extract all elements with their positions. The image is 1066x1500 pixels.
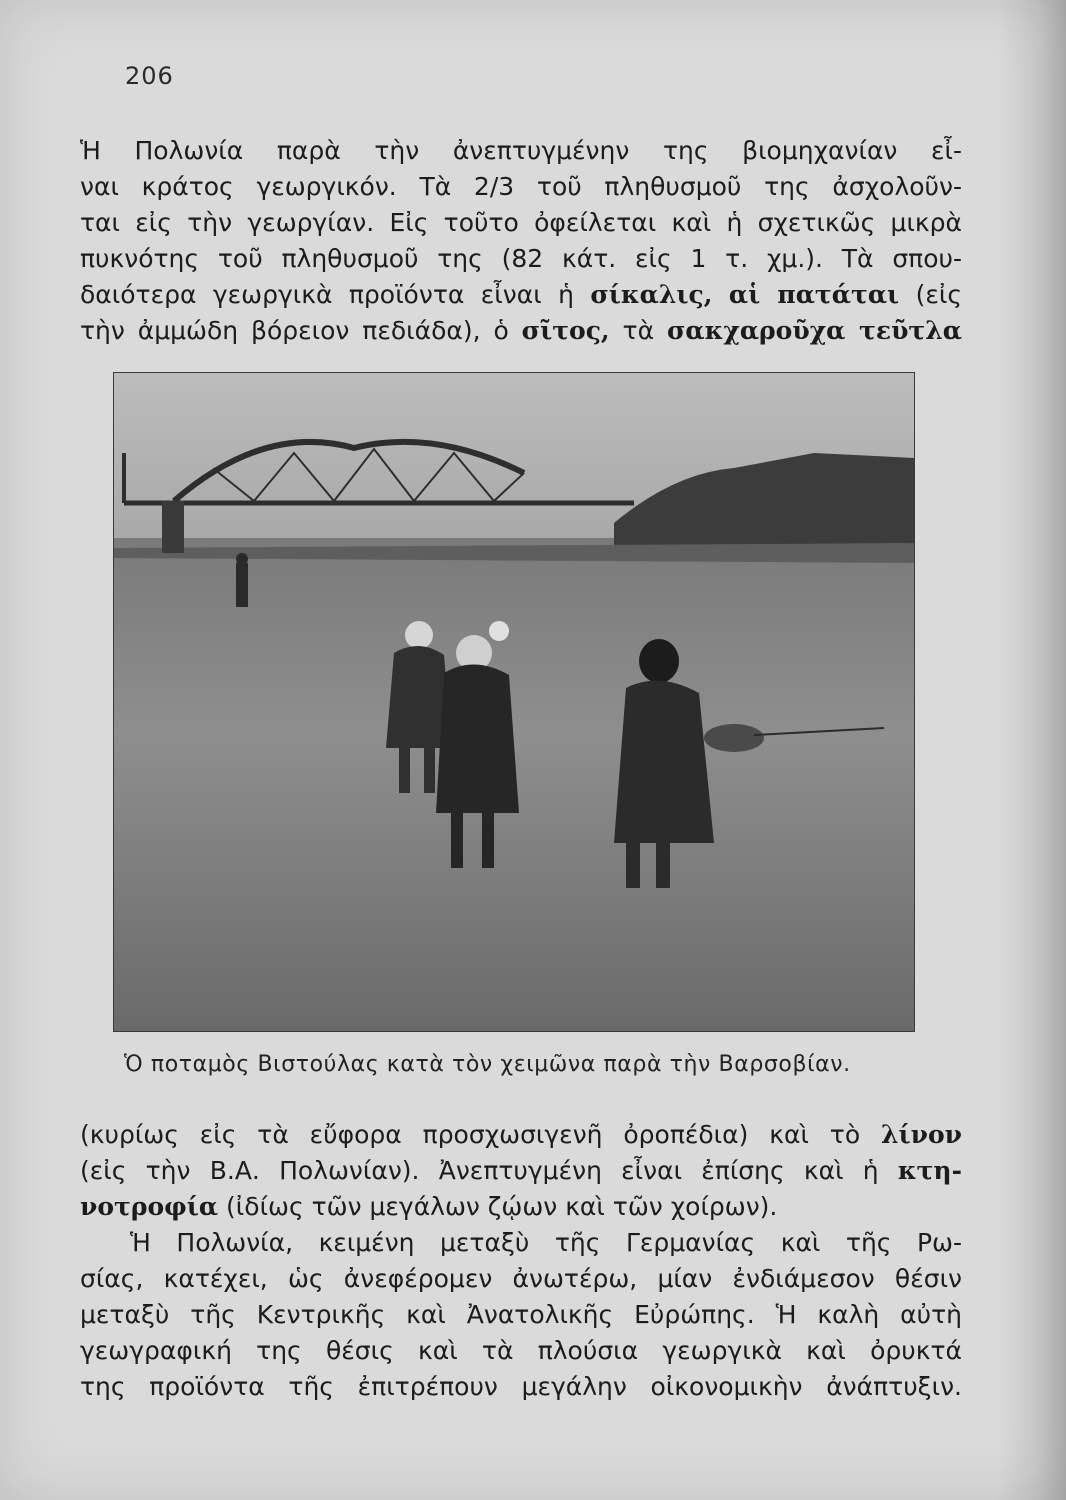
emphasis-term: κτη-	[897, 1156, 962, 1185]
text-line: γεωγραφική της θέσις καὶ τὰ πλούσια γεωργικὰ καὶ ὀρυκτά	[80, 1336, 962, 1365]
text-line: (εἰς τὴν Β.Α. Πολωνίαν). Ἀνεπτυγμένη εἶναι ἐπίσης καὶ ἡ κτη-	[80, 1156, 962, 1185]
child-distant	[236, 553, 248, 607]
emphasis-term: αἱ πατάται	[728, 280, 900, 309]
text-line: μεταξὺ τῆς Κεντρικῆς καὶ Ἀνατολικῆς Εὐρώπης. Ἡ καλὴ αὐτὴ	[80, 1300, 962, 1329]
text-line: της προϊόντα τῆς ἐπιτρέπουν μεγάλην οἰκονομικὴν ἀνάπτυξιν.	[80, 1372, 962, 1401]
text-line: νοτροφία (ἰδίως τῶν μεγάλων ζῴων καὶ τῶν χοίρων).	[80, 1192, 778, 1221]
text-line: τὴν ἀμμώδη βόρειον πεδιάδα), ὁ σῖτος, τὰ σακχαροῦχα τεῦτλα	[80, 316, 962, 345]
text-line: δαιότερα γεωργικὰ προϊόντα εἶναι ἡ σίκαλις, αἱ πατάται (εἰς	[80, 280, 962, 309]
text-line: ναι κράτος γεωργικόν. Τὰ 2/3 τοῦ πληθυσμοῦ της ἀσχολοῦν-	[80, 172, 962, 201]
emphasis-term: σῖτος,	[521, 316, 610, 345]
text-line: Ἡ Πολωνία παρὰ τὴν ἀνεπτυγμένην της βιομηχανίαν εἶ-	[80, 136, 962, 165]
paragraph-location	[80, 1117, 962, 1405]
text-line: (κυρίως εἰς τὰ εὔφορα προσχωσιγενῆ ὀροπέδια) καὶ τὸ λίνον	[80, 1120, 962, 1149]
emphasis-term: λίνον	[881, 1120, 962, 1149]
emphasis-term: νοτροφία	[80, 1192, 219, 1221]
page-number: 206	[125, 62, 174, 90]
text-line: πυκνότης τοῦ πληθυσμοῦ της (82 κάτ. εἰς 1 τ. χμ.). Τὰ σπου-	[80, 244, 962, 273]
text-line: σίας, κατέχει, ὡς ἀνεφέρομεν ἀνωτέρω, μίαν ἐνδιάμεσον θέσιν	[80, 1264, 962, 1293]
emphasis-term: σακχαροῦχα τεῦτλα	[666, 316, 962, 345]
text-line: ται εἰς τὴν γεωργίαν. Εἰς τοῦτο ὀφείλεται καὶ ἡ σχετικῶς μικρὰ	[80, 208, 962, 237]
photo-vistula-winter	[113, 372, 915, 1032]
text-line: Ἡ Πολωνία, κειμένη μεταξὺ τῆς Γερμανίας καὶ τῆς Ρω-	[130, 1228, 962, 1257]
photo-illustration	[114, 373, 914, 1031]
paragraph-agriculture	[80, 133, 962, 349]
page-gutter-shadow	[996, 0, 1066, 1500]
emphasis-term: σίκαλις,	[590, 280, 713, 309]
photo-caption: Ὁ ποταμὸς Βιστούλας κατὰ τὸν χειμῶνα παρὰ τὴν Βαρσοβίαν.	[124, 1052, 851, 1077]
